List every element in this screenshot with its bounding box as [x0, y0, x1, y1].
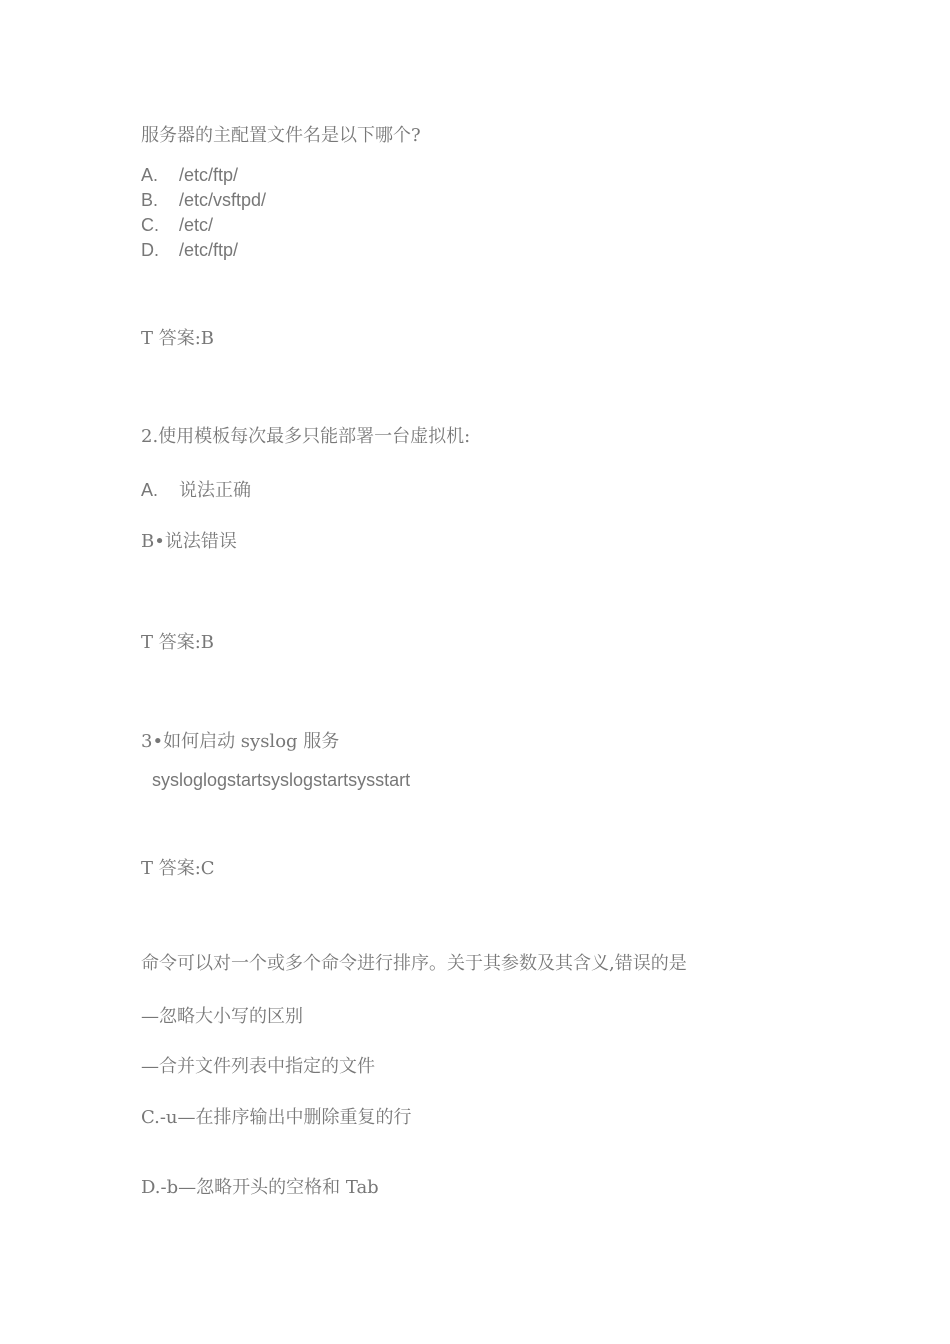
question-4-option-2: —合并文件列表中指定的文件 — [141, 1056, 375, 1077]
option-letter: C. — [141, 215, 159, 235]
option-letter: B. — [141, 190, 159, 210]
question-1-option-c — [141, 213, 213, 237]
question-1-option-a — [141, 163, 238, 187]
question-3-stem: 3•如何启动 syslog 服务 — [141, 731, 340, 752]
question-1-stem: 服务器的主配置文件名是以下哪个? — [141, 125, 421, 146]
option-letter: A. — [141, 165, 159, 185]
option-text: /etc/vsftpd/ — [179, 190, 267, 210]
question-4-stem: 命令可以对一个或多个命令进行排序。关于其参数及其含义,错误的是 — [141, 953, 687, 974]
option-text: /etc/ftp/ — [179, 165, 239, 185]
question-1-option-d — [141, 238, 238, 262]
option-text: /etc/ — [179, 215, 214, 235]
question-4-option-c: C.-u—在排序输出中删除重复的行 — [141, 1107, 412, 1128]
question-1-option-b — [141, 188, 266, 212]
question-4-option-1: —忽略大小写的区别 — [141, 1006, 303, 1027]
option-text: 说法正确 — [179, 480, 251, 501]
question-2-option-b: B•说法错误 — [141, 531, 237, 552]
question-1-answer: T 答案:B — [141, 328, 215, 349]
question-3-options: sysloglogstartsyslogstartsysstart — [152, 770, 411, 790]
option-letter: D. — [141, 240, 159, 260]
question-2-stem: 2.使用模板每次最多只能部署一台虚拟机: — [141, 426, 471, 447]
question-3-answer: T 答案:C — [141, 858, 215, 879]
question-2-option-a — [141, 478, 251, 503]
option-text: /etc/ftp/ — [179, 240, 239, 260]
option-letter: A. — [141, 480, 159, 500]
question-4-option-d: D.-b—忽略开头的空格和 Tab — [141, 1177, 379, 1198]
question-2-answer: T 答案:B — [141, 632, 215, 653]
